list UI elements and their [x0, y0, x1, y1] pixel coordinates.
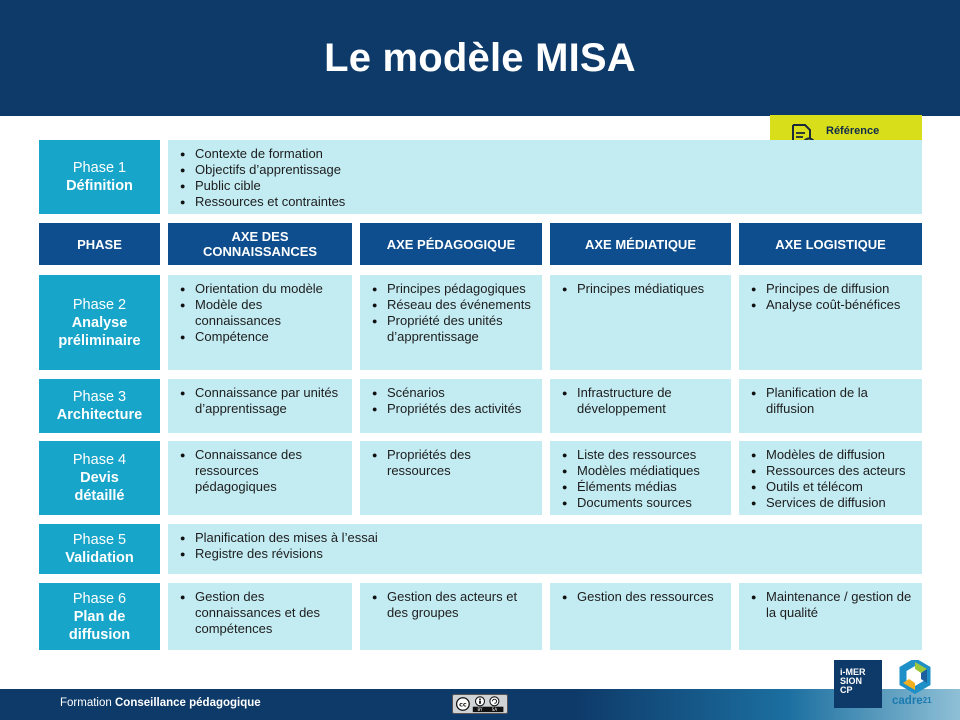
phase-3-name: Architecture	[56, 407, 143, 423]
list-item: ● Liste des ressources	[562, 447, 721, 463]
list-item: ● Services de diffusion	[751, 495, 912, 511]
phase-1-number: Phase 1	[72, 160, 127, 176]
phase-2-number: Phase 2	[72, 296, 127, 313]
phase-4-mediatique	[550, 441, 731, 515]
phase-1-name: Définition	[66, 178, 133, 194]
phase-2-label	[39, 275, 160, 370]
svg-text:cc: cc	[459, 701, 467, 709]
list-item: ● Maintenance / gestion de la qualité	[751, 589, 912, 621]
phase-3-label	[39, 379, 160, 433]
phase-1-content	[168, 140, 922, 214]
list-item: ● Principes de diffusion	[751, 281, 912, 297]
list-item: ● Modèle des connaissances	[180, 297, 342, 329]
list-item: ● Analyse coût-bénéfices	[751, 297, 912, 313]
phase-6-number: Phase 6	[72, 590, 127, 607]
immersion-logo	[834, 660, 882, 708]
cadre21-number: 21	[922, 696, 932, 705]
cadre21-name: cadre	[892, 695, 923, 707]
footer-prefix: Formation	[60, 697, 112, 709]
phase-2-name-line1: Analyse	[71, 314, 128, 331]
cadre21-logo	[892, 660, 938, 710]
cadre21-logo-text	[892, 695, 932, 707]
list-item: ● Principes médiatiques	[562, 281, 721, 297]
phase-4-name-line1: Devis	[80, 470, 119, 486]
list-item: ● Modèles médiatiques	[562, 463, 721, 479]
list-item: ● Propriétés des activités	[372, 401, 532, 417]
phase-2-name-line2: préliminaire	[58, 332, 141, 349]
phase-2-logistique	[739, 275, 922, 370]
header-phase: PHASE	[39, 223, 160, 265]
list-item: ● Gestion des acteurs et des groupes	[372, 589, 532, 621]
phase-6-logistique	[739, 583, 922, 650]
list-item: ● Réseau des événements	[372, 297, 532, 313]
phase-4-pedagogique	[360, 441, 542, 515]
phase-6-name-line2: diffusion	[68, 626, 131, 643]
list-item: ● Compétence	[180, 329, 342, 345]
list-item: ● Éléments médias	[562, 479, 721, 495]
phase-3-pedagogique	[360, 379, 542, 433]
list-item: ● Public cible	[180, 178, 912, 194]
immersion-logo-line1: i-MER	[840, 667, 866, 677]
phase-4-number: Phase 4	[72, 452, 127, 468]
page-title: Le modèle MISA	[324, 36, 636, 80]
list-item: ● Objectifs d’apprentissage	[180, 162, 912, 178]
phase-6-name-line1: Plan de	[73, 608, 126, 625]
list-item: ● Scénarios	[372, 385, 532, 401]
phase-6-connaissances	[168, 583, 352, 650]
list-item: ● Principes pédagogiques	[372, 281, 532, 297]
phase-5-content	[168, 524, 922, 574]
list-item: ● Planification des mises à l’essai	[180, 530, 912, 546]
phase-4-logistique	[739, 441, 922, 515]
immersion-logo-line3: CP	[840, 685, 853, 695]
phase-4-name-line2: détaillé	[74, 488, 125, 504]
list-item: ● Orientation du modèle	[180, 281, 342, 297]
phase-3-mediatique	[550, 379, 731, 433]
phase-6-pedagogique	[360, 583, 542, 650]
phase-3-number: Phase 3	[72, 389, 127, 405]
phase-2-pedagogique	[360, 275, 542, 370]
list-item: ● Propriété des unités d’apprentissage	[372, 313, 532, 345]
list-item: ● Planification de la diffusion	[751, 385, 912, 417]
footer-text	[60, 697, 261, 709]
header-axe-connaissances: AXE DES CONNAISSANCES	[168, 223, 352, 265]
cadre21-logo-mark	[895, 660, 935, 694]
cc-sa-label: SA	[491, 707, 498, 713]
list-item: ● Ressources des acteurs	[751, 463, 912, 479]
reference-title: Référence	[826, 125, 880, 137]
phase-2-mediatique	[550, 275, 731, 370]
phase-5-label	[39, 524, 160, 574]
footer-bold: Conseillance pédagogique	[114, 697, 261, 709]
phase-4-connaissances	[168, 441, 352, 515]
phase-6-label	[39, 583, 160, 650]
header-axe-pedagogique: AXE PÉDAGOGIQUE	[360, 223, 542, 265]
phase-6-mediatique	[550, 583, 731, 650]
phase-1-list	[180, 146, 912, 210]
list-item: ● Outils et télécom	[751, 479, 912, 495]
phase-3-logistique	[739, 379, 922, 433]
list-item: ● Infrastructure de développement	[562, 385, 721, 417]
list-item: ● Gestion des connaissances et des compétences	[180, 589, 342, 637]
list-item: ● Documents sources	[562, 495, 721, 511]
immersion-logo-line2: SION	[840, 676, 863, 686]
cc-by-label: BY	[477, 707, 483, 713]
list-item: ● Gestion des ressources	[562, 589, 721, 605]
header-axe-mediatique: AXE MÉDIATIQUE	[550, 223, 731, 265]
phase-5-name: Validation	[65, 550, 134, 566]
cc-license-icon	[452, 694, 508, 714]
phase-4-label	[39, 441, 160, 515]
list-item: ● Connaissance par unités d’apprentissage	[180, 385, 342, 417]
header-axe-logistique: AXE LOGISTIQUE	[739, 223, 922, 265]
list-item: ● Contexte de formation	[180, 146, 912, 162]
phase-3-connaissances	[168, 379, 352, 433]
list-item: ● Ressources et contraintes	[180, 194, 912, 210]
phase-5-number: Phase 5	[72, 532, 127, 548]
list-item: ● Modèles de diffusion	[751, 447, 912, 463]
list-item: ● Propriétés des ressources	[372, 447, 532, 479]
phase-2-connaissances	[168, 275, 352, 370]
list-item: ● Connaissance des ressources pédagogiques	[180, 447, 342, 495]
list-item: ● Registre des révisions	[180, 546, 912, 562]
phase-1-label	[39, 140, 160, 214]
